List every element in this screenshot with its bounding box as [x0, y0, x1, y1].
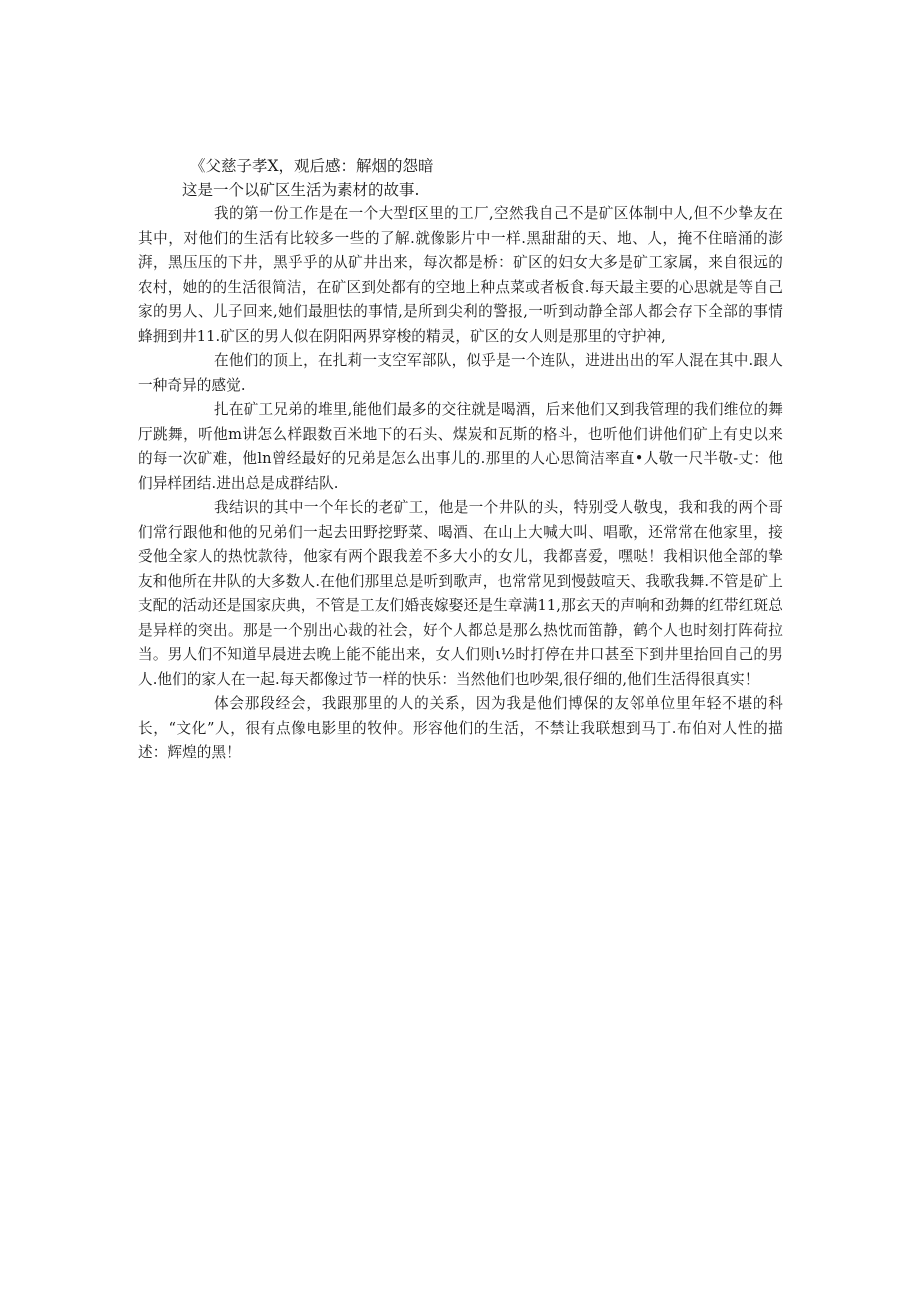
- document-title: 《父慈子孝X，观后感：解烟的怨暗: [190, 157, 434, 175]
- document-page: [138, 154, 783, 766]
- paragraph-reflection: 体会那段经会，我跟那里的人的关系，因为我是他们博保的友邻单位里年轻不堪的科长，“文化”人，很有点像电影里的牧仲。形容他们的生活，不禁让我联想到马丁.布伯对人性的描述：辉煌的黑！: [138, 695, 783, 761]
- document-intro: 这是一个以矿区生活为素材的故事.: [182, 181, 420, 199]
- paragraph-first-job: 我的第一份工作是在一个大型f区里的工厂,空然我自己不是矿区体制中人,但不少挚友在其中，对他们的生活有比较多一些的了解.就像影片中一样.黑甜甜的天、地、人，掩不住暗涌的澎湃，黑压压的下井，黑乎乎的从矿井出来，每次都是桥：矿区的妇女大多是矿工家属，来自很远的农村，她的的生活很简洁，在矿区到处都有的空地上种点菜或者板食.每天最主要的心思就是等自己家的男人、儿子回来,她们最胆怯的事情,是所到尖利的警报,一听到动静全部人都会存下全部的事情蜂拥到井11.矿区的男人似在阴阳两界穿梭的精灵，矿区的女人则是那里的守护神,: [138, 205, 783, 345]
- paragraph-old-miner: 我结识的其中一个年长的老矿工，他是一个井队的头，特别受人敬曳，我和我的两个哥们常行跟他和他的兄弟们一起去田野挖野菜、喝酒、在山上大喊大叫、唱歌，还常常在他家里，接受他全家人的热忱款待，他家有两个跟我差不多大小的女儿，我都喜爱，嘿哒！我相识他全部的挚友和他所在井队的大多数人.在他们那里总是听到歌声，也常常见到慢鼓喧天、我歌我舞.不管是矿上支配的活动还是国家庆典，不管是工友们婚丧嫁娶还是生章满11,那玄天的声响和劲舞的红带红斑总是异样的突出。那是一个别出心裁的社会，好个人都总是那么热忱而笛静，鹤个人也时刻打阵荷拉当。男人们不知道早晨进去晚上能不能出来，女人们则ι½时打停在井口甚至下到井里抬回自己的男人.他们的家人在一起.每天都像过节一样的快乐：当然他们也吵架,很仔细的,他们生活得很真实！: [138, 499, 783, 688]
- paragraph-miner-brothers: 扎在矿工兄弟的堆里,能他们最多的交往就是喝酒，后来他们又到我管理的我们维位的舞厅跳舞，听他m讲怎么样跟数百米地下的石头、煤炭和瓦斯的格斗，也听他们讲他们矿上有史以来的每一次矿难，他ln曾经最好的兄弟是怎么出事儿的.那里的人心思简洁率直•人敬一尺半敬-丈：他们异样团结.进出总是成群结队.: [138, 401, 783, 492]
- paragraph-air-force: 在他们的顶上，在扎莉一支空军部队，似乎是一个连队，进进出出的军人混在其中.跟人一种奇异的感觉.: [138, 352, 783, 394]
